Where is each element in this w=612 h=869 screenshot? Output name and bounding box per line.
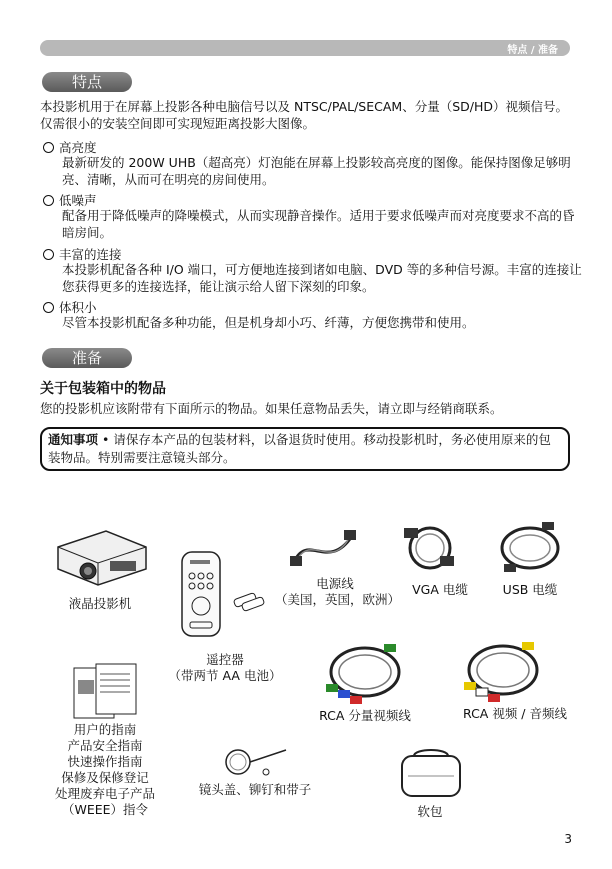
bullet-icon bbox=[43, 302, 54, 313]
feature-desc-connectivity: 本投影机配备各种 I/O 端口，可方便地连接到诸如电脑、DVD 等的多种信号源。丰富的连接让您获得更多的连接选择，能让演示给人留下深刻的印象。 bbox=[62, 262, 582, 294]
notice-text: • 请保存本产品的包装材料，以备退货时使用。移动投影机时，务必使用原来的包装物品。特别需要注意镜头部分。 bbox=[48, 432, 551, 465]
lens-cap-icon bbox=[222, 744, 292, 778]
bullet-icon bbox=[43, 249, 54, 260]
soft-bag-icon bbox=[398, 748, 464, 798]
feature-desc-brightness: 最新研发的 200W UHB（超高亮）灯泡能在屏幕上投影较高亮度的图像。能保持图像足够明亮、清晰，从而可在明亮的房间使用。 bbox=[62, 155, 571, 187]
lens-cap-label: 镜头盖、铆钉和带子 bbox=[198, 782, 312, 797]
header-bar bbox=[40, 40, 570, 56]
power-cord-label: 电源线 （美国，英国，欧洲） bbox=[275, 576, 401, 607]
manuals-label: 用户的指南 产品安全指南 快速操作指南 保修及保修登记 处理废弃电子产品 （WEEE）指令 bbox=[54, 722, 155, 817]
header-title: 特点 / 准备 bbox=[507, 45, 558, 56]
notice-box bbox=[40, 427, 570, 471]
feature-title-compact: 体积小 bbox=[43, 298, 97, 316]
remote-control-icon bbox=[178, 550, 228, 640]
vga-cable-label: VGA 电缆 bbox=[412, 582, 468, 597]
rca-component-cable-icon bbox=[320, 638, 410, 704]
page-number: 3 bbox=[564, 832, 572, 846]
manuals-icon bbox=[70, 662, 150, 722]
feature-title-connectivity: 丰富的连接 bbox=[43, 245, 122, 263]
feature-title-noise: 低噪声 bbox=[43, 191, 97, 209]
rca-av-label: RCA 视频 / 音频线 bbox=[463, 706, 567, 721]
feature-desc-compact: 尽管本投影机配备多种功能，但是机身却小巧、纤薄，方便您携带和使用。 bbox=[62, 315, 475, 330]
usb-cable-icon bbox=[492, 518, 568, 574]
bullet-icon bbox=[43, 195, 54, 206]
vga-cable-icon bbox=[398, 522, 462, 572]
bullet-icon bbox=[43, 142, 54, 153]
power-cord-icon bbox=[288, 522, 358, 572]
batteries-icon bbox=[232, 588, 268, 614]
features-pill: 特点 bbox=[42, 72, 132, 92]
usb-cable-label: USB 电缆 bbox=[502, 582, 558, 597]
notice-label: 通知事项 bbox=[48, 432, 99, 447]
rca-component-label: RCA 分量视频线 bbox=[319, 708, 411, 723]
preparation-pill: 准备 bbox=[42, 348, 132, 368]
package-contents-heading: 关于包装箱中的物品 bbox=[40, 381, 166, 397]
soft-bag-label: 软包 bbox=[417, 804, 443, 819]
rca-av-cable-icon bbox=[456, 636, 550, 702]
projector-icon bbox=[50, 525, 150, 587]
features-intro: 本投影机用于在屏幕上投影各种电脑信号以及 NTSC/PAL/SECAM、分量（SD/HD）视频信号。 仅需很小的安装空间即可实现短距离投影大图像。 bbox=[40, 99, 568, 131]
projector-label: 液晶投影机 bbox=[68, 596, 132, 611]
feature-desc-noise: 配备用于降低噪声的降噪模式，从而实现静音操作。适用于要求低噪声而对亮度要求不高的昏暗房间。 bbox=[62, 208, 575, 240]
remote-label: 遥控器 （带两节 AA 电池） bbox=[168, 652, 282, 683]
feature-title-brightness: 高亮度 bbox=[43, 138, 97, 156]
package-contents-intro: 您的投影机应该附带有下面所示的物品。如果任意物品丢失，请立即与经销商联系。 bbox=[40, 401, 503, 416]
